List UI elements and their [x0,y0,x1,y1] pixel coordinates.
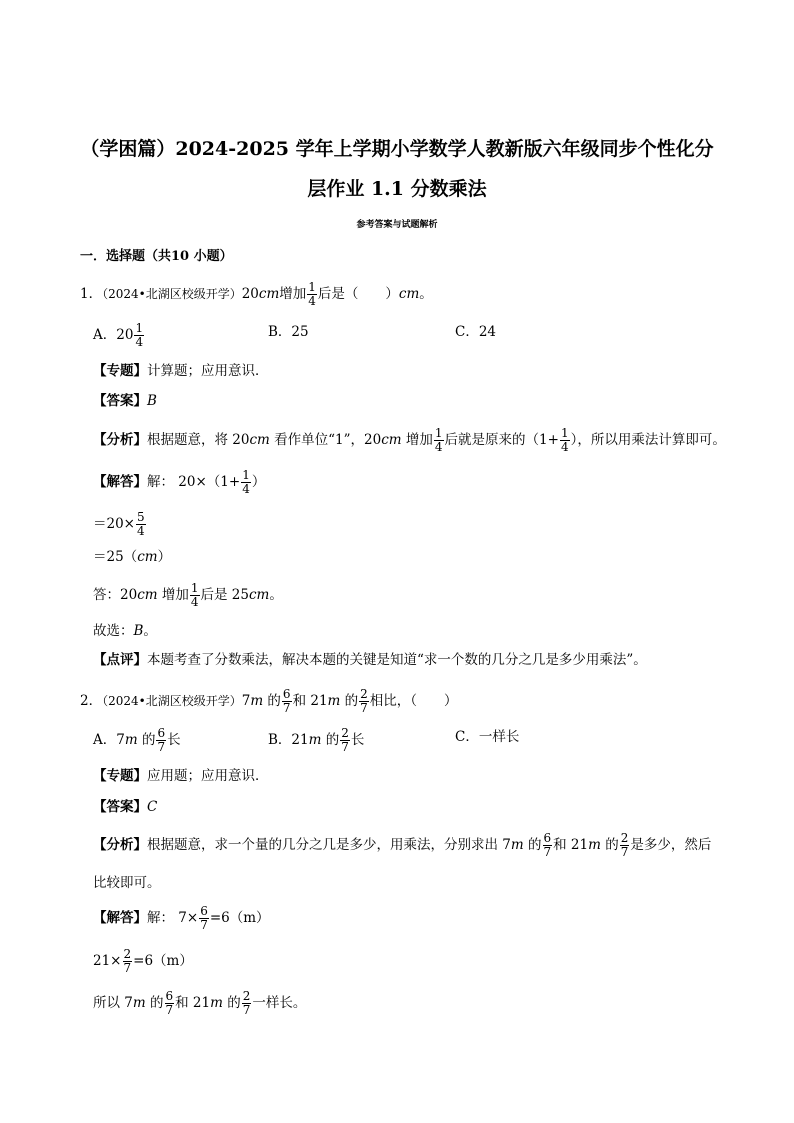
step-fraction: $\frac{5}{4}$ [137,510,145,538]
topic-text: 应用题；应用意识． [147,768,269,784]
q2-solution: 【解答】解： 7× $\frac{6}{7}$ =6（m） [93,904,270,932]
section-heading: 一．选择题（共10 小题） [80,249,233,264]
analysis-tag: 【分析】 [93,432,147,448]
analysis-fraction: $\frac{6}{7}$ [543,831,552,859]
q1-option-a[interactable] [93,322,145,349]
analysis-fraction: $\frac{2}{7}$ [620,831,629,859]
q2-source: （2024•北湖区校级开学） [102,694,242,708]
q2-analysis: 【分析】根据题意，求一个量的几分之几是多少，用乘法，分别求出 7m 的 $\frac{6}{7}$ 和 21m 的 $\frac{2}{7}$ 是多少，然后 [93,831,712,859]
q2-fraction: $\frac{2}{7}$ [360,687,368,715]
option-label: A． [93,327,117,343]
topic-tag: 【专题】 [93,363,147,379]
topic-tag: 【专题】 [93,768,147,784]
option-fraction: $\frac{1}{4}$ [135,321,144,349]
comment-text: 本题考查了分数乘法，解决本题的关键是知道“求一个数的几分之几是多少用乘法”。 [147,652,647,668]
step-fraction: $\frac{2}{7}$ [123,947,132,975]
q1-answer-sentence: 答：20cm 增加 $\frac{1}{4}$ 后是 25cm。 [93,581,283,609]
solution-fraction: $\frac{1}{4}$ [242,468,250,496]
q2-answer [93,797,157,817]
q2-stem: 2．（2024•北湖区校级开学）7m 的 $\frac{6}{7}$ 和 21m 的 $\frac{2}{7}$ 相比，（ ） [80,687,458,715]
q1-step-2: ＝20× $\frac{5}{4}$ [93,510,145,538]
q1-unit: cm [258,286,280,302]
q1-comment [93,650,647,670]
q1-option-b[interactable]: B．25 [268,324,309,340]
q1-stem-value: 20 [241,286,259,302]
q1-stem [80,281,433,308]
q1-option-c[interactable]: C．24 [455,324,497,340]
topic-text: 计算题；应用意识． [147,363,269,379]
q1-number: 1． [80,286,103,302]
option-value: 20 [116,327,134,343]
q1-topic [93,361,269,381]
analysis-tag: 【分析】 [93,837,147,853]
solution-tag: 【解答】 [93,910,147,926]
conclusion-fraction: $\frac{6}{7}$ [165,989,174,1017]
comment-tag: 【点评】 [93,652,147,668]
q2-option-c[interactable]: C．一样长 [455,729,520,745]
analysis-fraction: $\frac{1}{4}$ [434,426,443,454]
solution-fraction: $\frac{6}{7}$ [200,904,208,932]
answer-tag: 【答案】 [93,393,147,409]
q2-analysis-line-2: 比较即可。 [93,875,161,891]
option-fraction: $\frac{6}{7}$ [157,726,166,754]
page-title-line-1: （学困篇）2024-2025 学年上学期小学数学人教新版六年级同步个性化分 [80,138,714,160]
q1-fraction: $\frac{1}{4}$ [308,280,316,308]
q1-solution: 【解答】解： 20×（1+ $\frac{1}{4}$ ） [93,468,266,496]
q1-analysis: 【分析】根据题意，将 20cm 看作单位“1”，20cm 增加 $\frac{1}{4}$ 后就是原来的（1+ $\frac{1}{4}$ ），所以用乘法计算即可。 [93,426,726,454]
option-fraction: $\frac{2}{7}$ [341,726,349,754]
q1-stem-text: 后是（ ） [317,286,399,302]
q2-conclusion: 所以 7m 的 $\frac{6}{7}$ 和 21m 的 $\frac{2}{7}$ 一样长。 [93,989,307,1017]
q1-source: （2024•北湖区校级开学） [102,287,242,301]
page-subtitle: 参考答案与试题解析 [356,220,438,230]
answer-fraction: $\frac{1}{4}$ [190,581,199,609]
page-title-line-2: 层作业 1.1 分数乘法 [307,178,487,200]
solution-tag: 【解答】 [93,474,147,490]
answer-tag: 【答案】 [93,799,147,815]
q1-step-3: ＝25（cm） [93,549,172,565]
q1-choice: 故选：B。 [93,623,157,639]
q2-number: 2． [80,693,103,709]
answer-value: C [147,799,158,815]
q2-topic [93,766,269,786]
analysis-fraction: $\frac{1}{4}$ [560,426,569,454]
q2-fraction: $\frac{6}{7}$ [282,687,291,715]
q1-stem-text: 增加 [279,286,307,302]
q2-step-2: 21× $\frac{2}{7}$ =6（m） [93,947,193,975]
q1-answer [93,391,157,411]
answer-value: B [147,393,157,409]
q2-option-b[interactable]: B．21m 的 $\frac{2}{7}$ 长 [268,726,365,754]
conclusion-fraction: $\frac{2}{7}$ [242,989,251,1017]
q1-unit: cm [398,286,420,302]
q2-option-a[interactable]: A．7m 的 $\frac{6}{7}$ 长 [93,726,181,754]
q1-stem-text: 。 [419,286,433,302]
